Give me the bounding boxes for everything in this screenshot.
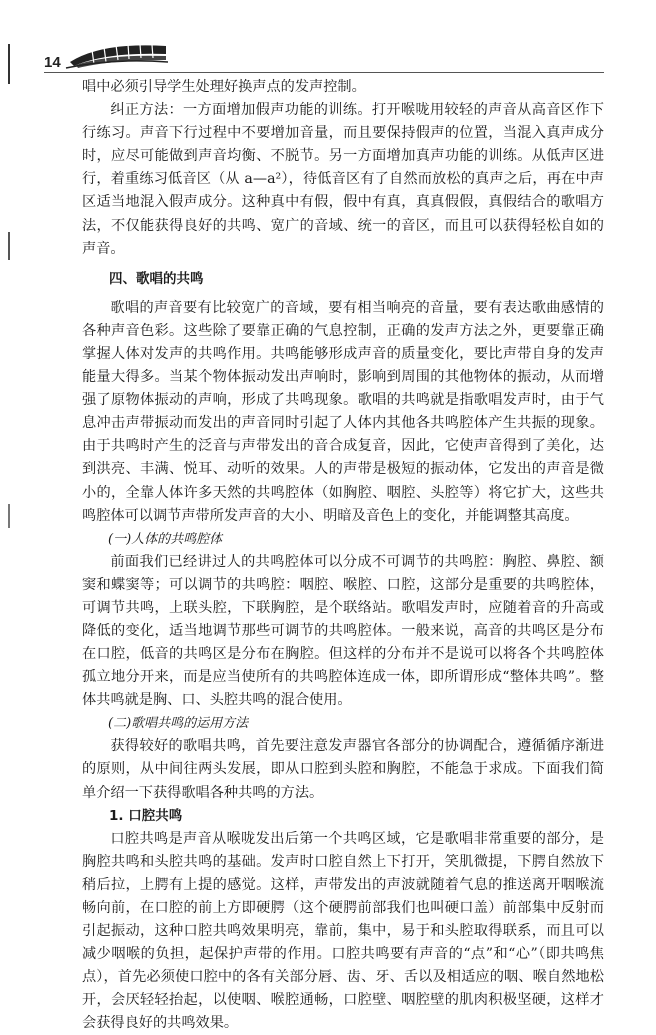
binding-mark [8,504,10,528]
paragraph: 获得较好的歌唱共鸣，首先要注意发声器官各部分的协调配合，遵循循序渐进的原则，从中间往两头发展，即从口腔到头腔和胸腔，不能急于求成。下面我们简单介绍一下获得歌唱各种共鸣的方法。 [82,738,604,801]
paragraph: 前面我们已经讲过人的共鸣腔体可以分成不可调节的共鸣腔：胸腔、鼻腔、额窦和蝶窦等；可以调节的共鸣腔：咽腔、喉腔、口腔，这部分是重要的共鸣腔体，可调节共鸣，上联头腔，下联胸腔，是个联络站。歌唱发声时，应随着音的升高或降低的变化，适当地调节那些可调节的共鸣腔体。一般来说，高音的共鸣区是分布在口腔，低音的共鸣区是分布在胸腔。但这样的分布并不是说可以将各个共鸣腔体孤立地分开来，而是应当使所有的共鸣腔体连成一体，即所谓形成“整体共鸣”。整体共鸣就是胸、口、头腔共鸣的混合使用。 [82,553,604,709]
page-number: 14 [44,54,61,71]
section-heading: 四、歌唱的共鸣 [109,270,204,287]
page-body [82,76,604,1035]
piano-keys-header-icon [62,36,172,72]
subsection-heading: (一)人体的共鸣腔体 [108,531,223,547]
paragraph: 歌唱的声音要有比较宽广的音域，要有相当响亮的音量，要有表达歌曲感情的各种声音色彩。这些除了要靠正确的气息控制，正确的发声方法之外，更要靠正确掌握人体对发声的共鸣作用。共鸣能够形成声音的质量变化，要比声带自身的发声能量大得多。当某个物体振动发出声响时，影响到周围的其他物体的振动，从而增强了原物体振动的声响，形成了共鸣现象。歌唱的共鸣就是指歌唱发声时，由于气息冲击声带振动而发出的声音同时引起了人体内其他各共鸣腔体产生共振的现象。由于共鸣时产生的泛音与声带发出的音合成复音，因此，它使声音得到了美化，达到洪亮、丰满、悦耳、动听的效果。人的声带是极短的振动体，它发出的声音是微小的，全靠人体许多天然的共鸣腔体（如胸腔、咽腔、头腔等）将它扩大，这些共鸣腔体可以调节声带所发声音的大小、明暗及音色上的变化，并能调整其高度。 [82,299,604,524]
item-heading: 1. 口腔共鸣 [109,807,183,824]
binding-mark [8,44,10,84]
binding-mark [8,232,10,260]
header-rule [44,72,604,73]
paragraph: 纠正方法：一方面增加假声功能的训练。打开喉咙用较轻的声音从高音区作下行练习。声音下行过程中不要增加音量，而且要保持假声的位置，当混入真声成分时，应尽可能做到声音均衡、不脱节。另一方面增加真声功能的训练。从低声区进行，着重练习低音区（从 a—a²），待低音区有了自然而放松的真声之后，再在中声区适当地混入假声成分。这种真中有假，假中有真，真真假假，真假结合的歌唱方法，不仅能获得良好的共鸣、宽广的音域、统一的音区，而且可以获得轻松自如的声音。 [82,102,604,257]
paragraph: 口腔共鸣是声音从喉咙发出后第一个共鸣区域，它是歌唱非常重要的部分，是胸腔共鸣和头腔共鸣的基础。发声时口腔自然上下打开，笑肌微提，下腭自然放下稍后拉，上腭有上提的感觉。这样，声带发出的声波就随着气息的推送离开咽喉流畅向前，在口腔的前上方即硬腭（这个硬腭前部我们也叫硬口盖）前部集中反射而引起振动，这种口腔共鸣效果明亮，靠前，集中，易于和头腔取得联系，而且可以减少咽喉的负担，起保护声带的作用。口腔共鸣要有声音的“点”和“心”（即共鸣焦点），首先必须使口腔中的各有关部分唇、齿、牙、舌以及相适应的咽、喉自然地松开，会厌轻轻抬起，以使咽、喉腔通畅，口腔壁、咽腔壁的肌肉积极坚硬，这样才会获得良好的共鸣效果。 [82,830,604,1032]
paragraph: 唱中必须引导学生处理好换声点的发声控制。 [82,79,366,95]
subsection-heading: (二)歌唱共鸣的运用方法 [108,716,249,732]
